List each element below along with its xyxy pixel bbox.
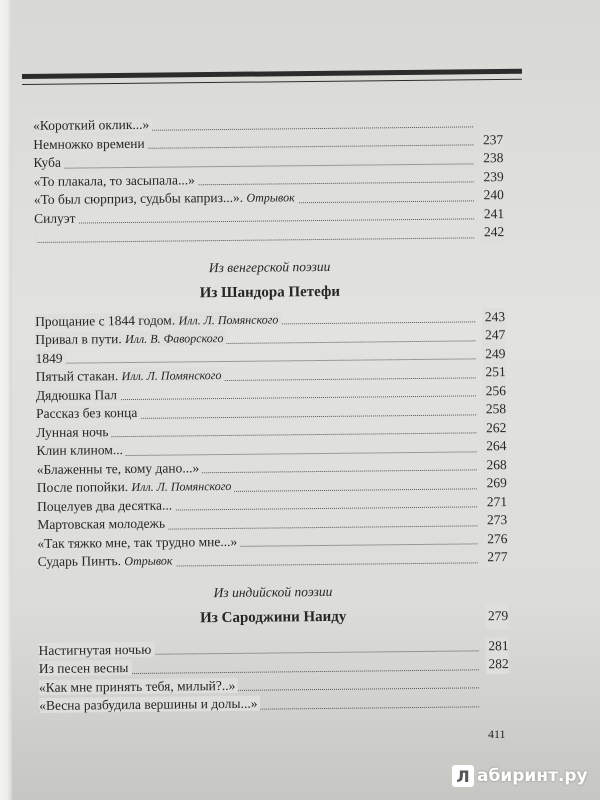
section-subtitle-indian: Из индийской поэзии <box>213 583 333 600</box>
page-number: 243 <box>482 308 505 327</box>
entry-note: Илл. Л. Помянского <box>131 478 232 494</box>
section-heading-naidu-row <box>38 603 508 634</box>
entry-title-wrap <box>34 229 37 244</box>
entry-title: Рассказ без конца <box>36 404 138 421</box>
entry-title-wrap <box>38 553 176 569</box>
entry-title: Куба <box>33 154 61 170</box>
entry-title: Силуэт <box>33 210 76 226</box>
page-number: 279 <box>485 603 509 629</box>
entry-title-wrap <box>37 478 235 495</box>
entry-title-wrap <box>35 311 281 329</box>
entry-title-wrap <box>39 660 132 676</box>
page-number: 240 <box>481 186 504 205</box>
page-number: 242 <box>481 223 504 242</box>
entry-title: «То был сюрприз, судьбы каприз...». <box>33 189 244 207</box>
page-number: 256 <box>483 382 506 401</box>
page-number: 277 <box>484 548 507 567</box>
entry-title: Из песен весны <box>38 660 129 676</box>
entry-title: «Блаженны те, кому дано...» <box>36 459 200 477</box>
page-number: 239 <box>480 168 503 187</box>
entry-title-wrap <box>33 135 148 151</box>
page-number: 268 <box>483 456 506 475</box>
page-number: 258 <box>483 400 506 419</box>
entry-title-wrap <box>37 497 175 513</box>
entry-title: Поцелуев два десятка... <box>36 497 173 514</box>
entry-title-wrap <box>36 424 111 440</box>
toc-group-1 <box>33 112 504 246</box>
entry-title: «Короткий оклик...» <box>33 116 150 133</box>
entry-title-wrap <box>34 189 298 207</box>
header-rule-thin <box>22 79 522 85</box>
entry-title: Настигнутая ночью <box>38 641 152 658</box>
page-number: 273 <box>484 511 507 530</box>
toc-group-2 <box>35 308 508 572</box>
facing-page-edge <box>0 0 12 800</box>
entry-title: «Так тяжко мне, так трудно мне...» <box>37 533 238 551</box>
entry-note: Отрывок <box>246 190 295 205</box>
entry-note: Илл. Л. Помянского <box>121 368 222 384</box>
page-number: 276 <box>484 530 507 549</box>
entry-note: Отрывок <box>124 553 173 569</box>
entry-title: Лунная ночь <box>36 423 109 440</box>
entry-title: Привал в пути. <box>35 331 122 347</box>
dot-leader <box>34 237 474 243</box>
entry-title-wrap <box>33 117 152 133</box>
page-number: 269 <box>484 474 507 493</box>
page-number: 262 <box>483 419 506 438</box>
page-number: 238 <box>480 149 503 168</box>
page-number: 271 <box>484 493 507 512</box>
entry-title-wrap <box>35 350 65 365</box>
page-number: 251 <box>482 363 505 382</box>
entry-title: Немножко времени <box>33 135 145 152</box>
entry-title-wrap <box>37 460 203 477</box>
entry-title-wrap <box>35 330 226 347</box>
entry-title-wrap <box>34 210 79 225</box>
entry-title: Пятый стакан. <box>35 368 119 384</box>
entry-title-wrap <box>36 387 120 403</box>
entry-title: «Как мне принять тебя, милый?..» <box>38 677 236 695</box>
watermark <box>452 763 588 789</box>
folio-page-number: 411 <box>488 727 506 741</box>
entry-title-wrap <box>37 533 240 550</box>
toc-entry <box>39 692 509 715</box>
entry-title: После попойки. <box>36 479 129 495</box>
section-heading-naidu: Из Сароджини Наиду <box>200 608 347 626</box>
page-number: 281 <box>485 637 508 656</box>
page-number: 247 <box>482 326 505 345</box>
entry-title: Сударь Пинть. <box>37 553 122 569</box>
entry-title: 1849 <box>35 350 63 366</box>
page-number: 249 <box>482 345 505 364</box>
header-rule-thick <box>22 69 522 79</box>
entry-title: Прощание с 1844 годом. <box>35 312 176 329</box>
entry-title: Мартовская молодежь <box>37 515 166 532</box>
entry-title-wrap <box>39 696 260 713</box>
entry-title-wrap <box>34 172 198 189</box>
entry-title: Клин клином... <box>36 442 124 458</box>
entry-title-wrap <box>39 677 239 694</box>
entry-title: «То плакала, то засыпала...» <box>33 171 195 189</box>
page-number: 241 <box>481 205 504 224</box>
toc-group-3 <box>38 637 509 716</box>
labirint-logo-icon: Л <box>452 765 474 787</box>
toc-entry <box>34 223 504 246</box>
watermark-text: абиринт.ру <box>477 766 588 786</box>
entry-note: Илл. Л. Помянского <box>178 311 279 327</box>
entry-title-wrap <box>33 155 64 170</box>
page-number: 237 <box>480 131 503 150</box>
section-heading-petofi: Из Шандора Петефи <box>199 283 341 301</box>
entry-title-wrap <box>37 516 168 532</box>
entry-note: Илл. В. Фаворского <box>125 331 224 347</box>
entry-title: «Весна разбудила вершины и долы...» <box>39 695 258 713</box>
page-number: 264 <box>483 437 506 456</box>
entry-title-wrap <box>39 641 155 657</box>
toc-entry <box>38 548 508 571</box>
page-number: 282 <box>485 655 508 674</box>
entry-title-wrap <box>36 367 225 384</box>
entry-title: Дядюшка Пал <box>35 386 118 403</box>
entry-title-wrap <box>36 442 126 458</box>
entry-title-wrap <box>36 405 140 421</box>
table-of-contents <box>33 112 509 715</box>
section-subtitle-hungarian: Из венгерской поэзии <box>208 258 331 275</box>
